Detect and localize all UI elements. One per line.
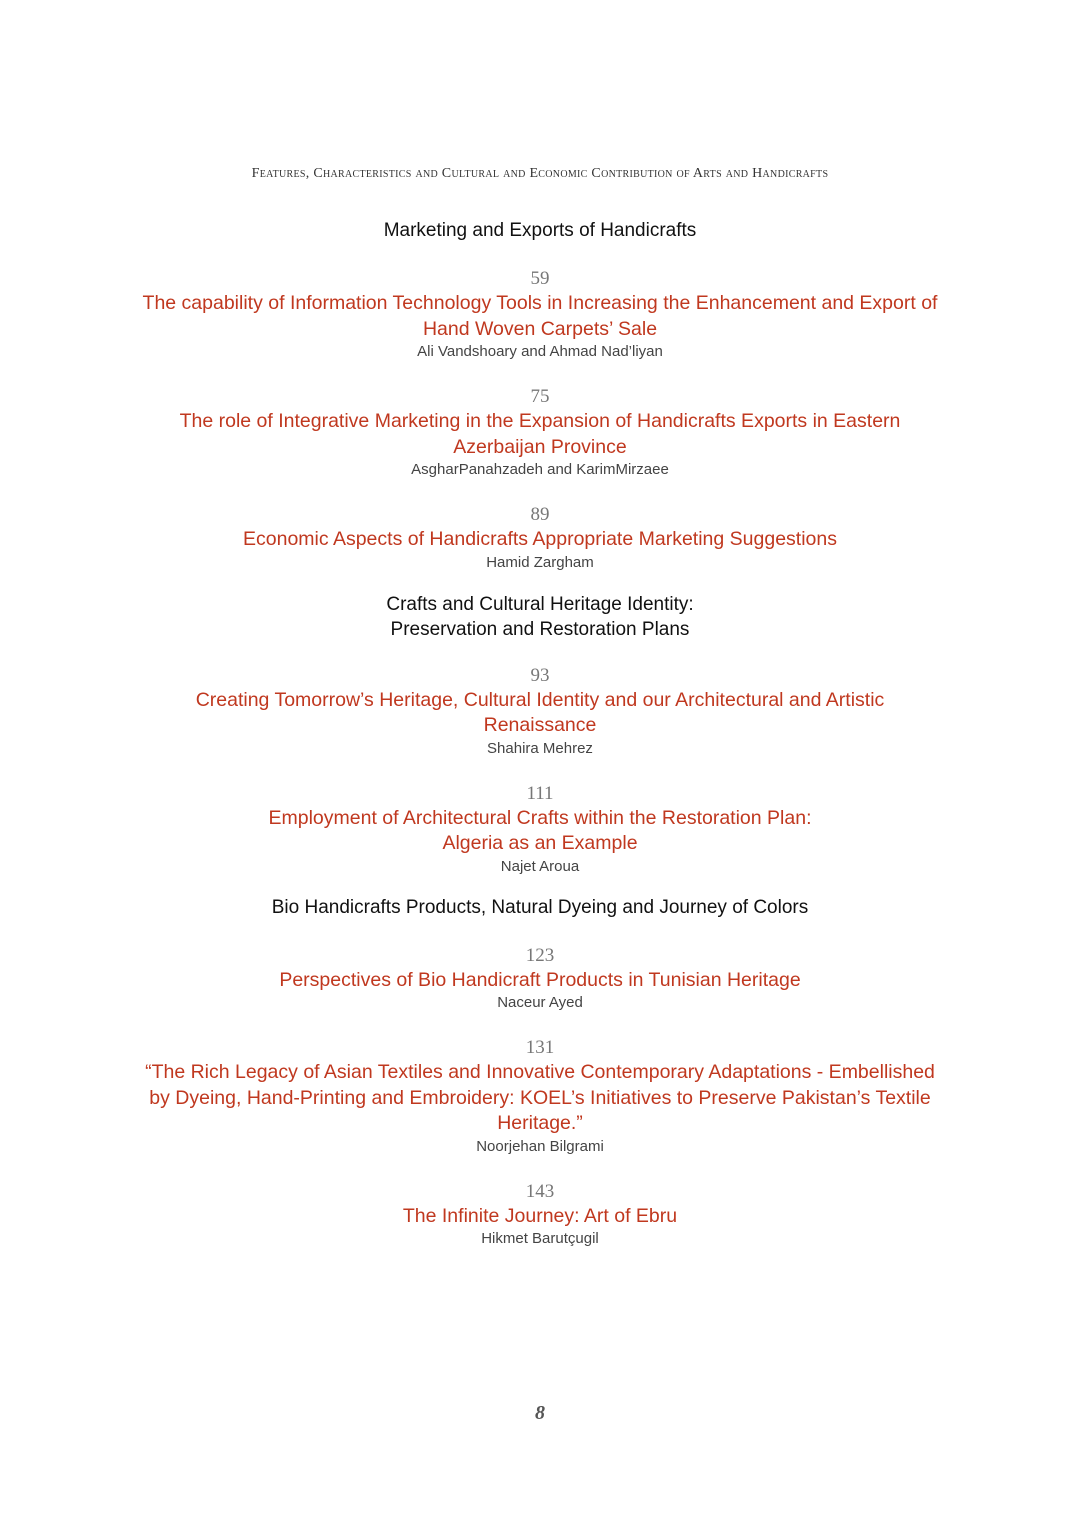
entry-title[interactable]: The capability of Information Technology Tools in Increasing the Enhancement and Export of Hand Woven Carpets’ Sale <box>142 292 938 340</box>
entry-title[interactable]: Economic Aspects of Handicrafts Appropriate Marketing Suggestions <box>243 528 837 550</box>
page-folio: 8 <box>535 1402 545 1424</box>
entry-title[interactable]: The Infinite Journey: Art of Ebru <box>402 1204 678 1227</box>
page-number: 75 <box>530 386 550 407</box>
page-number: 89 <box>530 504 550 525</box>
page-number: 59 <box>530 268 550 289</box>
toc-entry[interactable] <box>140 1036 940 1157</box>
toc-entry[interactable] <box>140 944 940 1014</box>
page-number: 143 <box>525 1180 555 1202</box>
section-heading: Marketing and Exports of Handicrafts <box>383 220 697 241</box>
entry-title[interactable]: Perspectives of Bio Handicraft Products in Tunisian Heritage <box>279 968 801 991</box>
entry-title[interactable] <box>140 806 940 857</box>
section-heading <box>140 592 940 642</box>
table-of-contents <box>140 218 940 1272</box>
section-heading-line: Preservation and Restoration Plans <box>390 618 690 640</box>
entry-author: Hamid Zargham <box>486 553 594 571</box>
entry-title[interactable]: Creating Tomorrow’s Heritage, Cultural Identity and our Architectural and Artistic Renaissance <box>195 688 885 736</box>
page-number: 93 <box>530 664 550 686</box>
toc-entry[interactable] <box>140 267 940 362</box>
toc-entry[interactable] <box>140 782 940 877</box>
page-number: 131 <box>525 1037 555 1058</box>
entry-author: Naceur Ayed <box>497 994 583 1011</box>
toc-entry[interactable] <box>140 664 940 759</box>
toc-entry[interactable] <box>140 1180 940 1250</box>
toc-entry[interactable] <box>140 503 940 573</box>
entry-title-line: Algeria as an Example <box>442 832 638 854</box>
section-heading-line: Crafts and Cultural Heritage Identity: <box>386 593 694 615</box>
entry-title-line: Employment of Architectural Crafts within the Restoration Plan: <box>268 806 812 829</box>
running-head: Features, Characteristics and Cultural and Economic Contribution of Arts and Handicrafts <box>251 166 829 181</box>
page-number: 111 <box>526 782 554 804</box>
entry-author: Shahira Mehrez <box>487 739 593 757</box>
entry-author: Najet Aroua <box>500 857 580 875</box>
section-heading: Bio Handicrafts Products, Natural Dyeing and Journey of Colors <box>271 896 809 918</box>
entry-author: Hikmet Barutçugil <box>481 1230 599 1247</box>
page-number: 123 <box>525 944 555 966</box>
entry-author: AsgharPanahzadeh and KarimMirzaee <box>411 461 669 478</box>
entry-author: Noorjehan Bilgrami <box>476 1137 604 1155</box>
entry-title[interactable]: “The Rich Legacy of Asian Textiles and Innovative Contemporary Adaptations - Embellished by Dyeing, Hand-Printing and Embroidery: KOEL’s Initiatives to Preserve Pakistan’s Textile Heritage.” <box>145 1061 935 1134</box>
toc-entry[interactable] <box>140 385 940 480</box>
entry-author: Ali Vandshoary and Ahmad Nad’liyan <box>417 343 663 360</box>
entry-title[interactable]: The role of Integrative Marketing in the Expansion of Handicrafts Exports in Eastern Azerbaijan Province <box>179 410 901 458</box>
